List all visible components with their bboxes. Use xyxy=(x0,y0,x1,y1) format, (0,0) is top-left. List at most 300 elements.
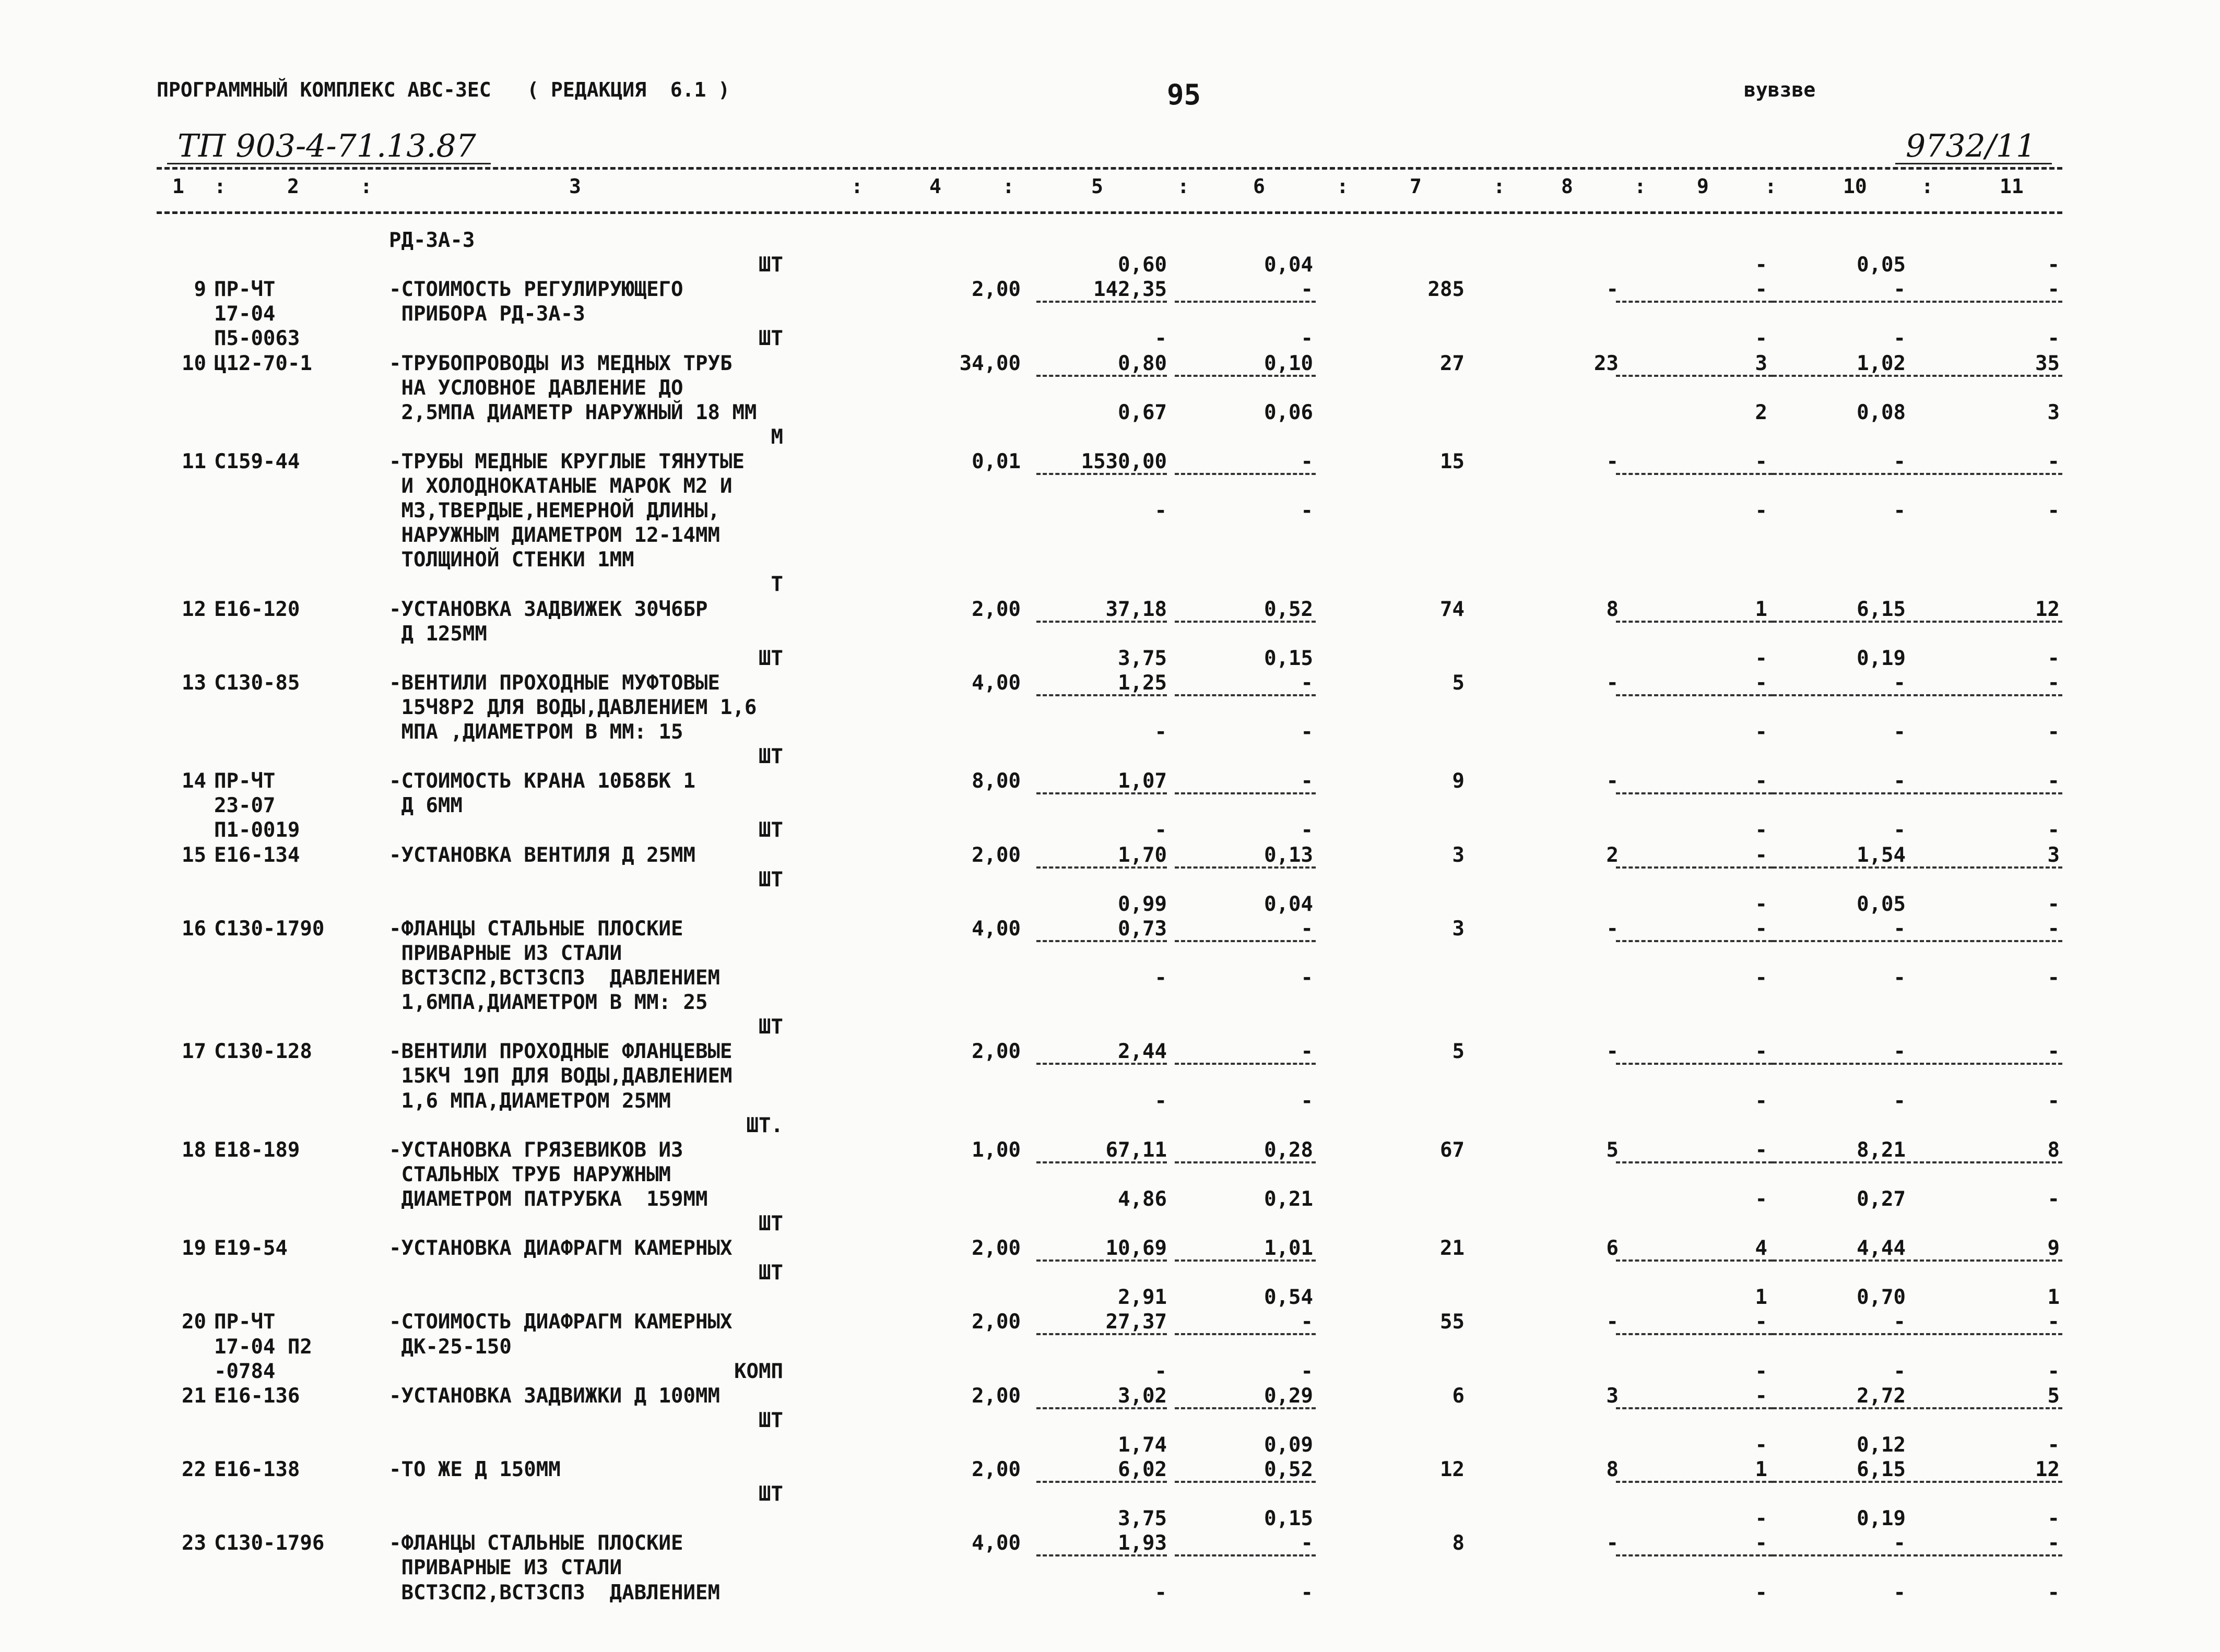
rate-code: П1-0019 xyxy=(214,818,300,842)
unit-cost: 1,70 xyxy=(1118,843,1167,867)
quantity: 2,00 xyxy=(972,1384,1021,1408)
quantity: 2,00 xyxy=(972,278,1021,302)
labor-hours: - xyxy=(1893,1359,1906,1383)
total-wage: 6 xyxy=(1606,1237,1619,1261)
row-number: 13 xyxy=(182,671,206,695)
rate-code: С159-44 xyxy=(214,449,300,473)
work-description: РД-3А-3 xyxy=(389,229,475,252)
unit-wage: 0,15 xyxy=(1264,1507,1313,1531)
labor-total: 9 xyxy=(2047,1237,2060,1261)
labor-hours: 0,19 xyxy=(1857,1507,1906,1531)
value-separator xyxy=(1914,1407,2062,1409)
value-separator xyxy=(1175,792,1316,794)
value-separator xyxy=(1914,1063,2062,1065)
work-description: -УСТАНОВКА ДИАФРАГМ КАМЕРНЫХ xyxy=(389,1237,733,1261)
column-number: 2 xyxy=(287,175,299,198)
machine-cost: - xyxy=(1755,769,1767,793)
quantity: 2,00 xyxy=(972,597,1021,621)
column-number: 3 xyxy=(569,175,581,198)
labor-hours: - xyxy=(1893,1040,1906,1064)
labor-total: 3 xyxy=(2047,400,2060,424)
rate-code: ПР-ЧТ xyxy=(214,769,276,793)
machine-cost: - xyxy=(1755,449,1767,473)
labor-total: 5 xyxy=(2047,1384,2060,1408)
column-number: 1 xyxy=(172,175,184,198)
unit-wage: - xyxy=(1301,1531,1313,1555)
column-separator: : xyxy=(1921,175,1933,198)
work-description: -СТОИМОСТЬ РЕГУЛИРУЮЩЕГО xyxy=(389,278,683,302)
value-separator xyxy=(1773,940,1911,942)
unit-wage: - xyxy=(1301,449,1313,473)
work-description: КОМП xyxy=(734,1359,783,1383)
value-separator xyxy=(1914,621,2062,623)
column-separator: : xyxy=(1177,175,1189,198)
work-description: ШТ xyxy=(759,1408,783,1432)
rate-code: Е18-189 xyxy=(214,1138,300,1162)
work-description: М xyxy=(771,425,783,449)
machine-cost: 1 xyxy=(1755,1286,1767,1310)
column-number: 10 xyxy=(1843,175,1867,198)
program-header: ПРОГРАММНЫЙ КОМПЛЕКС АВС-3ЕС ( РЕДАКЦИЯ 6.1 ) xyxy=(157,78,730,101)
unit-cost: - xyxy=(1154,966,1167,990)
work-description: ПРИБОРА РД-3А-3 xyxy=(389,302,585,326)
value-separator xyxy=(1914,694,2062,696)
machine-cost: - xyxy=(1755,966,1767,990)
value-separator xyxy=(1616,473,1773,475)
labor-hours: - xyxy=(1893,278,1906,302)
work-description: -ФЛАНЦЫ СТАЛЬНЫЕ ПЛОСКИЕ xyxy=(389,917,683,941)
quantity: 34,00 xyxy=(959,351,1021,375)
project-code: ТП 903-4-71.13.87 xyxy=(178,128,476,164)
work-description: -ТРУБОПРОВОДЫ ИЗ МЕДНЫХ ТРУБ xyxy=(389,351,733,375)
unit-wage: 0,09 xyxy=(1264,1433,1313,1457)
work-description: ДК-25-150 xyxy=(389,1335,512,1359)
value-separator xyxy=(1175,1407,1316,1409)
labor-total: 35 xyxy=(2035,351,2060,375)
total-cost: 3 xyxy=(1452,843,1465,867)
unit-wage: 0,52 xyxy=(1264,597,1313,621)
labor-total: - xyxy=(2047,327,2060,351)
machine-cost: 2 xyxy=(1755,400,1767,424)
column-separator: : xyxy=(1002,175,1014,198)
value-separator xyxy=(1914,473,2062,475)
machine-cost: - xyxy=(1755,917,1767,941)
total-cost: 5 xyxy=(1452,1040,1465,1064)
machine-cost: - xyxy=(1755,278,1767,302)
total-cost: 285 xyxy=(1427,278,1465,302)
unit-cost: - xyxy=(1154,1089,1167,1113)
row-number: 9 xyxy=(194,278,206,302)
column-separator: : xyxy=(1493,175,1505,198)
labor-hours: 2,72 xyxy=(1857,1384,1906,1408)
unit-wage: 0,54 xyxy=(1264,1286,1313,1310)
total-cost: 67 xyxy=(1440,1138,1465,1162)
quantity: 0,01 xyxy=(972,449,1021,473)
unit-cost: 0,67 xyxy=(1118,400,1167,424)
labor-hours: 0,70 xyxy=(1857,1286,1906,1310)
labor-total: - xyxy=(2047,966,2060,990)
labor-total: 3 xyxy=(2047,843,2060,867)
unit-cost: 1530,00 xyxy=(1081,449,1167,473)
column-number: 5 xyxy=(1091,175,1103,198)
machine-cost: - xyxy=(1755,1433,1767,1457)
work-description: 1,6МПА,ДИАМЕТРОМ В ММ: 25 xyxy=(389,991,708,1015)
machine-cost: - xyxy=(1755,720,1767,744)
value-separator xyxy=(1616,621,1773,623)
total-cost: 74 xyxy=(1440,597,1465,621)
unit-wage: - xyxy=(1301,917,1313,941)
unit-wage: 0,21 xyxy=(1264,1187,1313,1211)
value-separator xyxy=(1175,940,1316,942)
work-description: -УСТАНОВКА ЗАДВИЖЕК 30Ч6БР xyxy=(389,597,708,621)
column-separator: : xyxy=(851,175,863,198)
value-separator xyxy=(1773,1259,1911,1262)
column-number: 4 xyxy=(929,175,941,198)
rate-code: Е16-120 xyxy=(214,597,300,621)
labor-total: - xyxy=(2047,646,2060,670)
labor-hours: 4,44 xyxy=(1857,1237,1906,1261)
unit-wage: - xyxy=(1301,1359,1313,1383)
value-separator xyxy=(1914,940,2062,942)
labor-total: 12 xyxy=(2035,597,2060,621)
total-cost: 8 xyxy=(1452,1531,1465,1555)
labor-total: - xyxy=(2047,1580,2060,1605)
unit-wage: - xyxy=(1301,278,1313,302)
rate-code: С130-128 xyxy=(214,1040,312,1064)
labor-hours: - xyxy=(1893,1310,1906,1334)
unit-wage: - xyxy=(1301,769,1313,793)
unit-wage: 0,13 xyxy=(1264,843,1313,867)
machine-cost: - xyxy=(1755,1507,1767,1531)
total-cost: 15 xyxy=(1440,449,1465,473)
machine-cost: - xyxy=(1755,1310,1767,1334)
machine-cost: - xyxy=(1755,1187,1767,1211)
value-separator xyxy=(1616,694,1773,696)
work-description: ПРИВАРНЫЕ ИЗ СТАЛИ xyxy=(389,941,622,965)
value-separator xyxy=(1036,375,1167,377)
value-separator xyxy=(1175,375,1316,377)
unit-cost: 0,60 xyxy=(1118,253,1167,277)
row-number: 15 xyxy=(182,843,206,867)
work-description: ПРИВАРНЫЕ ИЗ СТАЛИ xyxy=(389,1556,622,1580)
row-number: 22 xyxy=(182,1458,206,1481)
value-separator xyxy=(1616,1554,1773,1556)
machine-cost: - xyxy=(1755,843,1767,867)
labor-hours: - xyxy=(1893,1089,1906,1113)
value-separator xyxy=(1175,1259,1316,1262)
row-number: 14 xyxy=(182,769,206,793)
machine-cost: - xyxy=(1755,327,1767,351)
value-separator xyxy=(1773,1554,1911,1556)
value-separator xyxy=(1175,1333,1316,1335)
work-description: ШТ xyxy=(759,1015,783,1039)
labor-hours: 0,12 xyxy=(1857,1433,1906,1457)
work-description: -ТО ЖЕ Д 150ММ xyxy=(389,1458,561,1481)
value-separator xyxy=(1616,792,1773,794)
machine-cost: 3 xyxy=(1755,351,1767,375)
labor-hours: 0,05 xyxy=(1857,892,1906,916)
page-number: 95 xyxy=(1167,78,1201,111)
labor-hours: 0,27 xyxy=(1857,1187,1906,1211)
labor-total: - xyxy=(2047,1507,2060,1531)
row-number: 18 xyxy=(182,1138,206,1162)
machine-cost: - xyxy=(1755,1138,1767,1162)
machine-cost: - xyxy=(1755,1531,1767,1555)
total-wage: 5 xyxy=(1606,1138,1619,1162)
sheet-code: 9732/11 xyxy=(1906,128,2036,164)
rate-code: С130-1796 xyxy=(214,1531,325,1555)
work-description: НАРУЖНЫМ ДИАМЕТРОМ 12-14ММ xyxy=(389,524,720,548)
unit-cost: 1,93 xyxy=(1118,1531,1167,1555)
value-separator xyxy=(1616,1063,1773,1065)
unit-wage: 0,29 xyxy=(1264,1384,1313,1408)
value-separator xyxy=(1616,940,1773,942)
value-separator xyxy=(1036,1063,1167,1065)
work-description: -СТОИМОСТЬ ДИАФРАГМ КАМЕРНЫХ xyxy=(389,1310,733,1334)
value-separator xyxy=(1175,1161,1316,1163)
rate-code: ПР-ЧТ xyxy=(214,278,276,302)
labor-hours: - xyxy=(1893,966,1906,990)
column-number: 8 xyxy=(1561,175,1573,198)
value-separator xyxy=(1773,694,1911,696)
labor-hours: - xyxy=(1893,327,1906,351)
labor-hours: - xyxy=(1893,1531,1906,1555)
labor-hours: 0,05 xyxy=(1857,253,1906,277)
machine-cost: 1 xyxy=(1755,597,1767,621)
value-separator xyxy=(1175,301,1316,303)
column-separator: : xyxy=(360,175,372,198)
rate-code: Ц12-70-1 xyxy=(214,351,312,375)
work-description: ШТ xyxy=(759,867,783,892)
rate-code: С130-85 xyxy=(214,671,300,695)
quantity: 2,00 xyxy=(972,1310,1021,1334)
value-separator xyxy=(1914,866,2062,869)
total-wage: 2 xyxy=(1606,843,1619,867)
unit-wage: - xyxy=(1301,499,1313,523)
labor-total: - xyxy=(2047,1089,2060,1113)
value-separator xyxy=(1175,694,1316,696)
labor-hours: 8,21 xyxy=(1857,1138,1906,1162)
quantity: 2,00 xyxy=(972,1237,1021,1261)
work-description: ВСТ3СП2,ВСТ3СП3 ДАВЛЕНИЕМ xyxy=(389,966,720,990)
unit-cost: 0,80 xyxy=(1118,351,1167,375)
column-number: 9 xyxy=(1697,175,1709,198)
row-number: 16 xyxy=(182,917,206,941)
work-description: МПА ,ДИАМЕТРОМ В ММ: 15 xyxy=(389,720,683,744)
unit-wage: - xyxy=(1301,1580,1313,1605)
unit-cost: 6,02 xyxy=(1118,1458,1167,1481)
quantity: 2,00 xyxy=(972,1040,1021,1064)
stamp-code: вувзве xyxy=(1744,78,1816,101)
value-separator xyxy=(1175,866,1316,869)
machine-cost: 1 xyxy=(1755,1458,1767,1481)
labor-hours: - xyxy=(1893,769,1906,793)
quantity: 1,00 xyxy=(972,1138,1021,1162)
work-description: -ВЕНТИЛИ ПРОХОДНЫЕ МУФТОВЫЕ xyxy=(389,671,720,695)
value-separator xyxy=(1036,792,1167,794)
labor-total: - xyxy=(2047,278,2060,302)
value-separator xyxy=(1036,621,1167,623)
unit-cost: 0,73 xyxy=(1118,917,1167,941)
value-separator xyxy=(1616,866,1773,869)
value-separator xyxy=(1616,1161,1773,1163)
value-separator xyxy=(1773,301,1911,303)
value-separator xyxy=(1036,1259,1167,1262)
row-number: 19 xyxy=(182,1237,206,1261)
machine-cost: - xyxy=(1755,818,1767,842)
work-description: ШТ xyxy=(759,818,783,842)
work-description: -ВЕНТИЛИ ПРОХОДНЫЕ ФЛАНЦЕВЫЕ xyxy=(389,1040,733,1064)
value-separator xyxy=(1914,1554,2062,1556)
value-separator xyxy=(1914,1259,2062,1262)
total-wage: - xyxy=(1606,449,1619,473)
work-description: ШТ xyxy=(759,745,783,769)
rate-code: 17-04 xyxy=(214,302,276,326)
machine-cost: - xyxy=(1755,1384,1767,1408)
work-description: ШТ xyxy=(759,1212,783,1235)
work-description: 15КЧ 19П ДЛЯ ВОДЫ,ДАВЛЕНИЕМ xyxy=(389,1064,733,1088)
value-separator xyxy=(1175,473,1316,475)
work-description: ШТ xyxy=(759,1482,783,1506)
value-separator xyxy=(1773,621,1911,623)
total-wage: 8 xyxy=(1606,1458,1619,1481)
value-separator xyxy=(1914,301,2062,303)
unit-cost: 3,02 xyxy=(1118,1384,1167,1408)
value-separator xyxy=(1616,375,1773,377)
quantity: 2,00 xyxy=(972,843,1021,867)
value-separator xyxy=(1914,1161,2062,1163)
machine-cost: - xyxy=(1755,671,1767,695)
row-number: 12 xyxy=(182,597,206,621)
value-separator xyxy=(1616,1333,1773,1335)
labor-total: - xyxy=(2047,1040,2060,1064)
machine-cost: - xyxy=(1755,1359,1767,1383)
work-description: -ФЛАНЦЫ СТАЛЬНЫЕ ПЛОСКИЕ xyxy=(389,1531,683,1555)
unit-wage: - xyxy=(1301,1089,1313,1113)
work-description: Т xyxy=(771,573,783,597)
work-description: 1,6 МПА,ДИАМЕТРОМ 25ММ xyxy=(389,1089,671,1113)
row-number: 10 xyxy=(182,351,206,375)
rate-code: -0784 xyxy=(214,1359,276,1383)
quantity: 4,00 xyxy=(972,1531,1021,1555)
rate-code: С130-1790 xyxy=(214,917,325,941)
row-number: 20 xyxy=(182,1310,206,1334)
labor-hours: - xyxy=(1893,917,1906,941)
unit-wage: - xyxy=(1301,327,1313,351)
value-separator xyxy=(1175,1063,1316,1065)
work-description: СТАЛЬНЫХ ТРУБ НАРУЖНЫМ xyxy=(389,1162,671,1186)
work-description: ДИАМЕТРОМ ПАТРУБКА 159ММ xyxy=(389,1187,708,1211)
value-separator xyxy=(1914,1333,2062,1335)
value-separator xyxy=(1036,1407,1167,1409)
labor-hours: - xyxy=(1893,449,1906,473)
column-number: 11 xyxy=(2000,175,2024,198)
value-separator xyxy=(1616,301,1773,303)
value-separator xyxy=(1175,1554,1316,1556)
total-wage: - xyxy=(1606,1531,1619,1555)
column-number: 6 xyxy=(1253,175,1265,198)
unit-wage: 0,04 xyxy=(1264,253,1313,277)
labor-total: - xyxy=(2047,818,2060,842)
value-separator xyxy=(1773,1481,1911,1483)
rate-code: П5-0063 xyxy=(214,327,300,351)
total-wage: 23 xyxy=(1594,351,1619,375)
value-separator xyxy=(1616,1407,1773,1409)
unit-cost: 0,99 xyxy=(1118,892,1167,916)
labor-hours: 0,19 xyxy=(1857,646,1906,670)
unit-wage: 0,52 xyxy=(1264,1458,1313,1481)
value-separator xyxy=(1036,1333,1167,1335)
work-description: 15Ч8Р2 ДЛЯ ВОДЫ,ДАВЛЕНИЕМ 1,6 xyxy=(389,695,757,719)
labor-hours: - xyxy=(1893,499,1906,523)
unit-cost: 1,74 xyxy=(1118,1433,1167,1457)
machine-cost: - xyxy=(1755,499,1767,523)
rate-code: Е16-134 xyxy=(214,843,300,867)
labor-hours: 0,08 xyxy=(1857,400,1906,424)
labor-total: 1 xyxy=(2047,1286,2060,1310)
labor-total: - xyxy=(2047,720,2060,744)
work-description: ШТ. xyxy=(746,1113,783,1137)
rate-code: 17-04 П2 xyxy=(214,1335,312,1359)
machine-cost: - xyxy=(1755,646,1767,670)
quantity: 8,00 xyxy=(972,769,1021,793)
value-separator xyxy=(1914,1481,2062,1483)
labor-hours: 6,15 xyxy=(1857,1458,1906,1481)
value-separator xyxy=(1036,1161,1167,1163)
total-cost: 27 xyxy=(1440,351,1465,375)
unit-wage: 0,04 xyxy=(1264,892,1313,916)
total-wage: - xyxy=(1606,671,1619,695)
labor-total: - xyxy=(2047,253,2060,277)
work-description: 2,5МПА ДИАМЕТР НАРУЖНЫЙ 18 ММ xyxy=(389,400,757,424)
labor-hours: 6,15 xyxy=(1857,597,1906,621)
value-separator xyxy=(1773,375,1911,377)
labor-hours: 1,54 xyxy=(1857,843,1906,867)
value-separator xyxy=(1773,473,1911,475)
value-separator xyxy=(1036,473,1167,475)
labor-total: - xyxy=(2047,1433,2060,1457)
work-description: -СТОИМОСТЬ КРАНА 10Б8БК 1 xyxy=(389,769,695,793)
rate-code: Е16-138 xyxy=(214,1458,300,1481)
value-separator xyxy=(1773,1063,1911,1065)
unit-wage: - xyxy=(1301,1310,1313,1334)
work-description: Д 6ММ xyxy=(389,794,463,818)
unit-cost: 37,18 xyxy=(1105,597,1167,621)
machine-cost: 4 xyxy=(1755,1237,1767,1261)
value-separator xyxy=(1036,1554,1167,1556)
labor-total: - xyxy=(2047,499,2060,523)
machine-cost: - xyxy=(1755,1040,1767,1064)
work-description: ТОЛЩИНОЙ СТЕНКИ 1ММ xyxy=(389,548,634,572)
value-separator xyxy=(1773,1407,1911,1409)
total-wage: - xyxy=(1606,278,1619,302)
machine-cost: - xyxy=(1755,253,1767,277)
row-number: 17 xyxy=(182,1040,206,1064)
labor-hours: - xyxy=(1893,818,1906,842)
total-cost: 12 xyxy=(1440,1458,1465,1481)
unit-wage: - xyxy=(1301,720,1313,744)
unit-cost: - xyxy=(1154,499,1167,523)
machine-cost: - xyxy=(1755,1580,1767,1605)
work-description: -УСТАНОВКА ГРЯЗЕВИКОВ ИЗ xyxy=(389,1138,683,1162)
unit-cost: 2,91 xyxy=(1118,1286,1167,1310)
row-number: 21 xyxy=(182,1384,206,1408)
value-separator xyxy=(1036,1481,1167,1483)
labor-total: 8 xyxy=(2047,1138,2060,1162)
column-separator: : xyxy=(1634,175,1646,198)
column-separator: : xyxy=(1765,175,1777,198)
labor-total: - xyxy=(2047,1531,2060,1555)
